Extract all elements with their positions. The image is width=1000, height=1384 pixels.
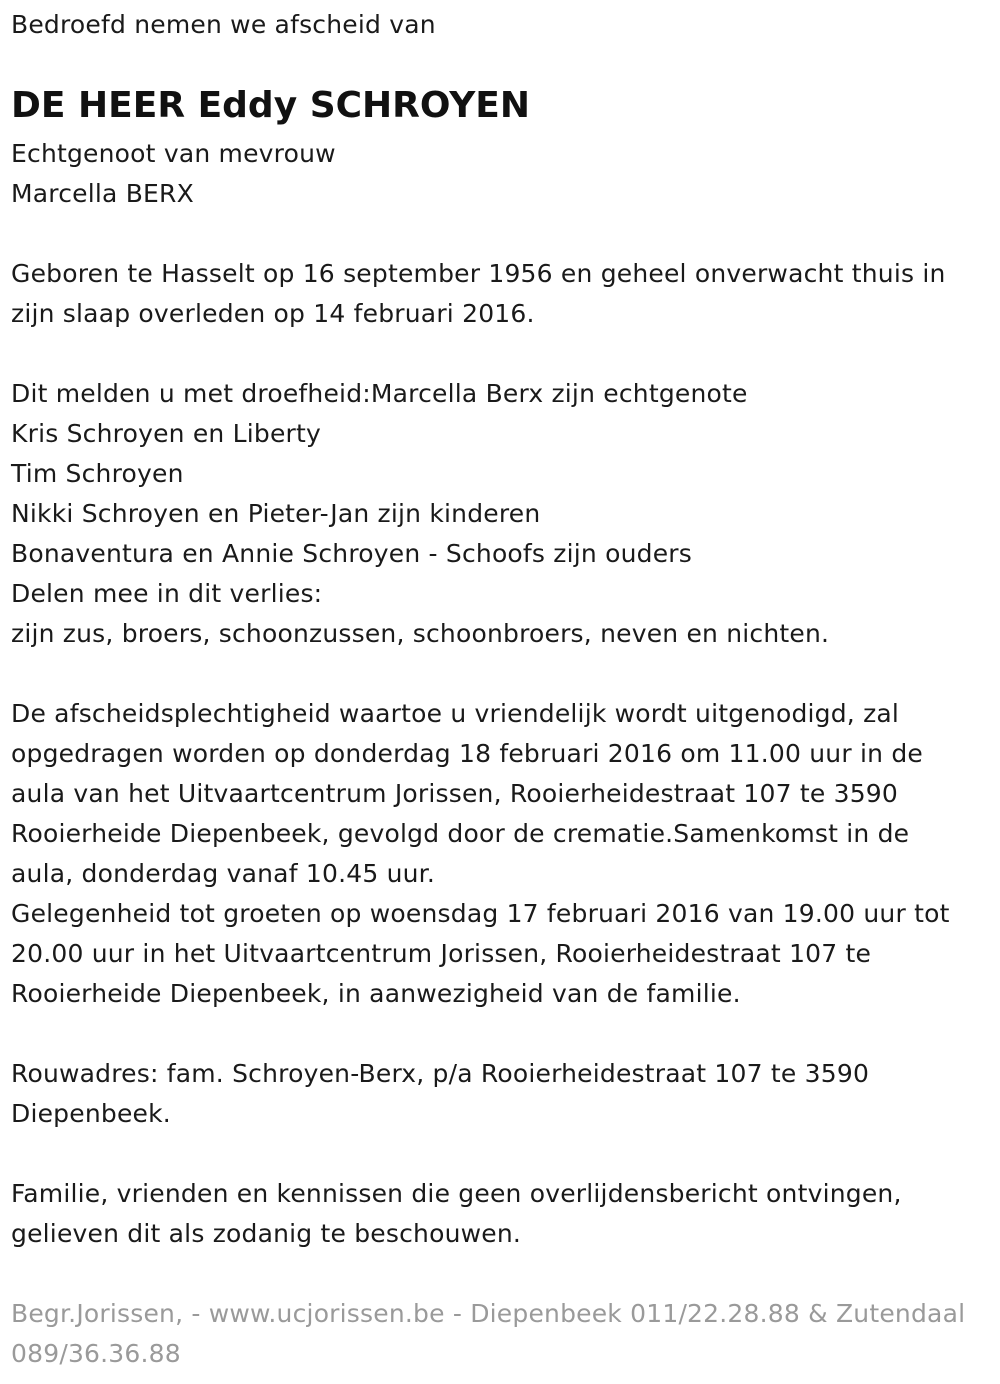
family-section	[11, 374, 829, 654]
birth-death-section	[11, 254, 946, 334]
mourning-address-line: Rouwadres: fam. Schroyen-Berx, p/a Rooierheidestraat 107 te 3590	[11, 1059, 870, 1088]
funeral-home-footer	[11, 1294, 965, 1374]
birth-death-line: Geboren te Hasselt op 16 september 1956 en geheel onverwacht thuis in	[11, 259, 946, 288]
spouse-name: Marcella BERX	[11, 179, 194, 208]
footer-line: Begr.Jorissen, - www.ucjorissen.be - Diepenbeek 011/22.28.88 & Zutendaal	[11, 1299, 966, 1328]
family-line: Kris Schroyen en Liberty	[11, 419, 322, 448]
birth-death-line: zijn slaap overleden op 14 februari 2016.	[11, 299, 535, 328]
ceremony-line: aula, donderdag vanaf 10.45 uur.	[11, 859, 435, 888]
ceremony-line: aula van het Uitvaartcentrum Jorissen, Rooierheidestraat 107 te 3590	[11, 779, 899, 808]
ceremony-line: De afscheidsplechtigheid waartoe u vriendelijk wordt uitgenodigd, zal	[11, 699, 900, 728]
footer-line: 089/36.36.88	[11, 1339, 181, 1368]
ceremony-line: Rooierheide Diepenbeek, gevolgd door de crematie.Samenkomst in de	[11, 819, 910, 848]
ceremony-section	[11, 694, 950, 1014]
mourning-address-line: Diepenbeek.	[11, 1099, 171, 1128]
deceased-name: DE HEER Eddy SCHROYEN	[11, 85, 531, 126]
ceremony-line: Rooierheide Diepenbeek, in aanwezigheid van de familie.	[11, 979, 741, 1008]
mourning-address-section	[11, 1054, 869, 1134]
spouse-section	[11, 134, 336, 214]
family-line: Nikki Schroyen en Pieter-Jan zijn kinderen	[11, 499, 541, 528]
ceremony-line: opgedragen worden op donderdag 18 februari 2016 om 11.00 uur in de	[11, 739, 923, 768]
family-line: Delen mee in dit verlies:	[11, 579, 323, 608]
closing-line: gelieven dit als zodanig te beschouwen.	[11, 1219, 522, 1248]
spouse-line: Echtgenoot van mevrouw	[11, 139, 336, 168]
family-line: Tim Schroyen	[11, 459, 184, 488]
closing-line: Familie, vrienden en kennissen die geen overlijdensbericht ontvingen,	[11, 1179, 902, 1208]
ceremony-line: 20.00 uur in het Uitvaartcentrum Jorissen, Rooierheidestraat 107 te	[11, 939, 872, 968]
family-line: Bonaventura en Annie Schroyen - Schoofs zijn ouders	[11, 539, 693, 568]
ceremony-line: Gelegenheid tot groeten op woensdag 17 februari 2016 van 19.00 uur tot	[11, 899, 950, 928]
intro-text: Bedroefd nemen we afscheid van	[11, 10, 436, 39]
family-line: Dit melden u met droefheid:Marcella Berx zijn echtgenote	[11, 379, 748, 408]
closing-section	[11, 1174, 902, 1254]
family-line: zijn zus, broers, schoonzussen, schoonbroers, neven en nichten.	[11, 619, 830, 648]
